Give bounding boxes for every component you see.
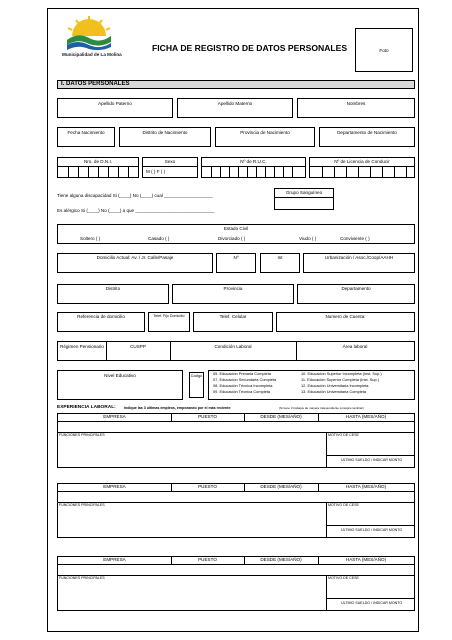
grupo-sanguineo-field[interactable] — [274, 188, 334, 210]
numero-cuenta-label: Numero de Cuenta: — [325, 314, 366, 319]
apellido-materno-label: Apellido Materno — [217, 101, 253, 106]
departamento-nacimiento-field[interactable] — [319, 127, 415, 147]
dni-label: Nro. de D.N.I. — [83, 159, 113, 164]
apellido-materno-field[interactable] — [177, 98, 293, 118]
edu-code-11: 11. Educación Superior Completa (Inst. Sup.) — [301, 377, 379, 382]
interior-label: Int — [277, 255, 283, 260]
numero-label: Nº — [233, 255, 239, 260]
exp1-motivo-label[interactable]: MOTIVO DE CESE — [328, 433, 359, 437]
estado-civil-group — [57, 224, 415, 244]
condicion-label[interactable]: Condición Laboral — [214, 344, 252, 349]
domicilio-label: Domicilio Actual: Av. / Jr. Calle/Pasaje — [96, 255, 174, 260]
divorciado-option[interactable]: Divorciado ( ) — [218, 236, 246, 241]
urbanizacion-field[interactable] — [303, 253, 415, 273]
municipal-logo — [64, 14, 114, 52]
exp1-empresa-header[interactable]: EMPRESA — [103, 414, 126, 419]
edu-code-08: 08. Educación Técnica Incompleta — [213, 383, 273, 388]
fecha-nacimiento-label: Fecha Nacimiento — [67, 130, 105, 135]
interior-field[interactable] — [260, 253, 300, 273]
conviviente-option[interactable]: Conviviente ( ) — [340, 236, 370, 241]
exp3-empresa-header[interactable]: EMPRESA — [103, 557, 126, 562]
fecha-nacimiento-field[interactable] — [57, 127, 115, 147]
exp1-funciones-label[interactable]: FUNCIONES PRINCIPALES — [59, 433, 105, 437]
telefono-fijo-label: Telef. Fijo Domicilio — [153, 314, 185, 318]
experience-block-3 — [57, 556, 415, 611]
provincia-field[interactable] — [172, 284, 294, 304]
estado-civil-label: Estado Civil — [223, 226, 249, 231]
numero-cuenta-field[interactable] — [276, 312, 415, 332]
codigo-label: Código — [190, 374, 203, 378]
edu-code-10: 10. Educación Superior Incompleta (Inst. Sup.) — [301, 371, 382, 376]
cuspp-label[interactable]: CUSPP — [130, 344, 146, 349]
ruc-label: Nº de R.U.C. — [240, 159, 267, 164]
edu-code-13: 13. Educación Universitaria Completa — [301, 389, 367, 394]
telefono-fijo-field[interactable] — [148, 312, 190, 332]
telefono-celular-field[interactable] — [193, 312, 273, 332]
apellido-paterno-label: Apellido Paterno — [98, 101, 132, 106]
provincia-nacimiento-field[interactable] — [215, 127, 315, 147]
sexo-field[interactable] — [142, 157, 198, 178]
exp3-funciones-label[interactable]: FUNCIONES PRINCIPALES — [59, 576, 105, 580]
exp2-puesto-header[interactable]: PUESTO — [198, 484, 217, 489]
pension-group — [57, 341, 415, 361]
exp3-puesto-header[interactable]: PUESTO — [198, 557, 217, 562]
area-label[interactable]: Área laboral — [342, 344, 368, 349]
exp1-puesto-header[interactable]: PUESTO — [198, 414, 217, 419]
exp2-sueldo-label[interactable]: ULTIMO SUELDO / INDICAR MONTO — [341, 528, 403, 532]
distrito-nacimiento-field[interactable] — [119, 127, 211, 147]
telefono-celular-label: Telef. Celular — [219, 314, 247, 319]
edu-code-09: 09. Educación Técnica Completa — [213, 389, 271, 394]
photo-label: Foto — [379, 48, 389, 53]
numero-field[interactable] — [216, 253, 256, 273]
urbanizacion-label: Urbanización / Asoc./Coop/AAHH — [324, 255, 394, 260]
exp3-hasta-header[interactable]: HASTA (MES/AÑO) — [345, 557, 387, 562]
departamento-nacimiento-label: Departamento de Nacimiento — [337, 130, 397, 135]
departamento-label: Departamento — [341, 286, 371, 291]
exp1-desde-header[interactable]: DESDE (MES/AÑO) — [260, 414, 302, 419]
experiencia-title: EXPERIENCIA LABORAL: — [57, 405, 116, 410]
edu-code-07: 07. Educación Secundaria Completa — [213, 377, 277, 382]
distrito-label: Distrito — [105, 286, 121, 291]
sexo-label: Sexo — [164, 159, 176, 164]
photo-box[interactable] — [355, 28, 413, 72]
nombres-field[interactable] — [297, 98, 415, 118]
dni-field[interactable] — [57, 157, 139, 178]
edu-code-05: 05. Educación Primaria Completa — [213, 371, 271, 376]
provincia-nacimiento-label: Provincia de Nacimiento — [240, 130, 290, 135]
exp2-hasta-header[interactable]: HASTA (MES/AÑO) — [345, 484, 387, 489]
experiencia-instruction: Indique las 3 últimas empleos, empezando por el más reciente — [124, 406, 231, 410]
licencia-label: Nº de Licencia de Conducir — [334, 159, 390, 164]
codigo-field[interactable] — [189, 372, 204, 398]
section-title: I. DATOS PERSONALES — [57, 80, 415, 89]
exp3-sueldo-label[interactable]: ULTIMO SUELDO / INDICAR MONTO — [341, 601, 403, 605]
experience-block-2 — [57, 483, 415, 538]
sexo-options: M ( ) F ( ) — [146, 169, 166, 174]
exp2-empresa-header[interactable]: EMPRESA — [103, 484, 126, 489]
referencia-label: Referencia de domicilio — [77, 314, 125, 319]
departamento-field[interactable] — [297, 284, 415, 304]
distrito-field[interactable] — [57, 284, 169, 304]
exp2-desde-header[interactable]: DESDE (MES/AÑO) — [260, 484, 302, 489]
logo-text: Municipalidad de La Molina — [62, 52, 122, 57]
education-codes — [208, 370, 415, 400]
grupo-sanguineo-label: Grupo Sanguíneo — [285, 190, 323, 195]
experience-block-1 — [57, 413, 415, 468]
exp2-funciones-label[interactable]: FUNCIONES PRINCIPALES — [59, 503, 105, 507]
apellido-paterno-field[interactable] — [57, 98, 173, 118]
licencia-field[interactable] — [309, 157, 415, 178]
exp1-hasta-header[interactable]: HASTA (MES/AÑO) — [345, 414, 387, 419]
referencia-field[interactable] — [57, 312, 145, 332]
regimen-label: Régimen Pensionario — [60, 344, 104, 349]
exp3-desde-header[interactable]: DESDE (MES/AÑO) — [260, 557, 302, 562]
discapacidad-question[interactable]: Tiene alguna discapacidad Si (____) No (____) cual ___________________ — [57, 193, 213, 198]
form-title: FICHA DE REGISTRO DE DATOS PERSONALES — [152, 43, 348, 53]
distrito-nacimiento-label: Distrito de Nacimiento — [142, 130, 188, 135]
nivel-educativo-box — [57, 370, 183, 400]
viudo-option[interactable]: Viudo ( ) — [299, 236, 317, 241]
edu-code-12: 12. Educación Universitaria Incompleta — [301, 383, 369, 388]
soltero-option[interactable]: Soltero ( ) — [80, 236, 101, 241]
casado-option[interactable]: Casado ( ) — [148, 236, 170, 241]
domicilio-field[interactable] — [57, 253, 213, 273]
ruc-field[interactable] — [201, 157, 306, 178]
nombres-label: Nombres — [346, 101, 366, 106]
provincia-label: Provincia — [223, 286, 243, 291]
exp1-sueldo-label[interactable]: ULTIMO SUELDO / INDICAR MONTO — [341, 458, 403, 462]
experiencia-note: (Si tiene 3 trabajos de manera independiente consigne también) — [279, 406, 365, 410]
exp2-motivo-label[interactable]: MOTIVO DE CESE — [328, 503, 359, 507]
alergico-question[interactable]: Es alérgico Si (____) No (____) a que _______________________________ — [57, 208, 215, 213]
nivel-educativo-label: Nivel Educativo — [104, 373, 136, 378]
exp3-motivo-label[interactable]: MOTIVO DE CESE — [328, 576, 359, 580]
